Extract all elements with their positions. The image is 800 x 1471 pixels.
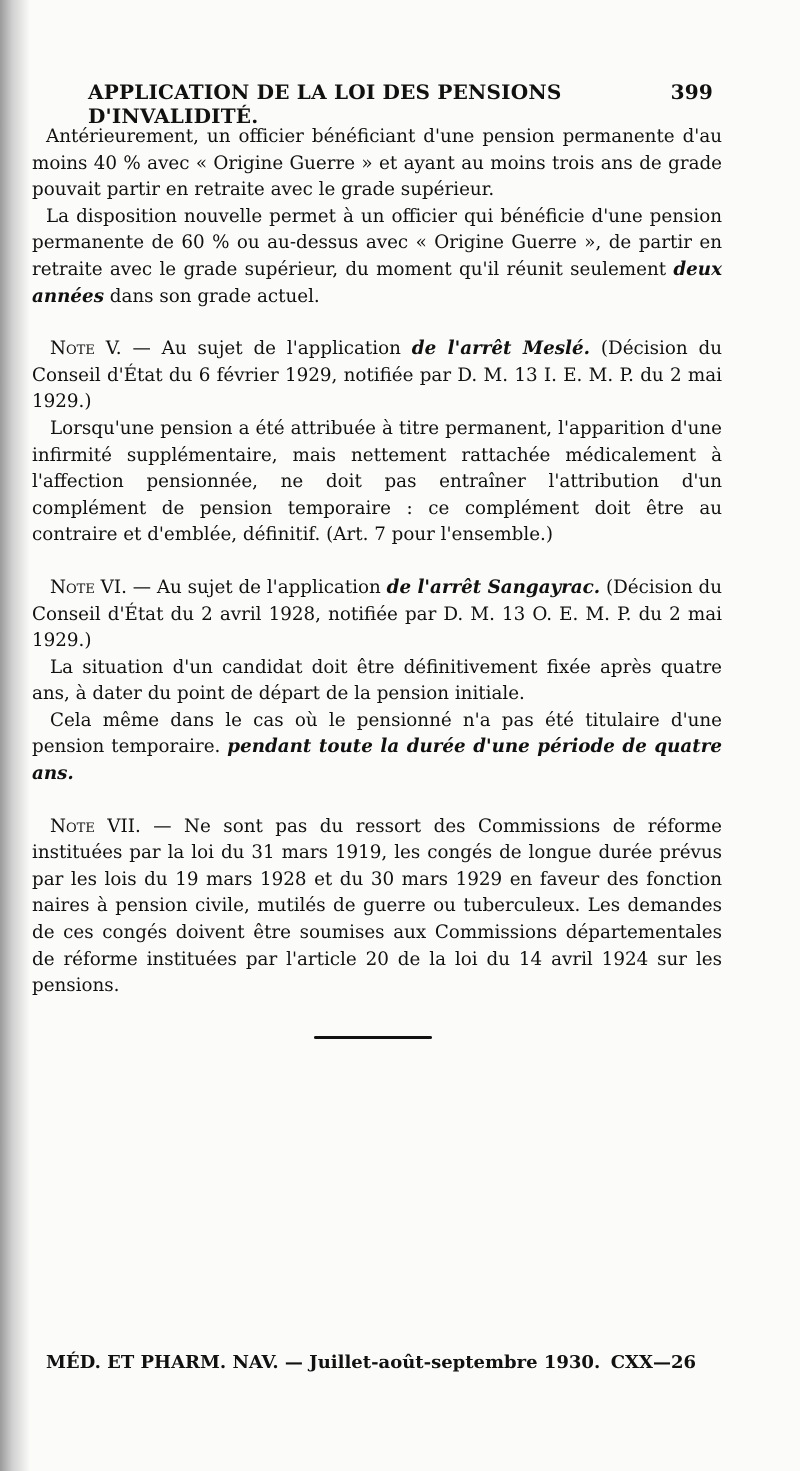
page-number: 399 bbox=[670, 80, 713, 104]
header-title: APPLICATION DE LA LOI DES PENSIONS D'INVALIDITÉ. bbox=[88, 80, 562, 128]
note-6-body-2 bbox=[32, 708, 722, 788]
note-5-heading bbox=[32, 336, 722, 416]
running-header bbox=[88, 80, 713, 128]
note-7-paragraph bbox=[32, 814, 722, 1000]
footer-journal: MÉD. ET PHARM. NAV. — Juillet-août-septembre 1930. bbox=[46, 1352, 601, 1373]
note-5-arret: de l'arrêt Meslé. bbox=[411, 338, 590, 360]
note-6-intro: — Au sujet de l'application bbox=[126, 576, 387, 598]
note-6-heading bbox=[32, 575, 722, 655]
note-7-text: — Ne sont pas du ressort des Commissions de réforme instituées par la loi du 31 mars 1919, les congés de longue durée prévus par les lois du 19 mars 1928 et du 30 mars 1929 en faveur des fonction naires à pension civile, mutilés de guerre ou tuberculeux. Les demandes de ces congés doivent être soumises aux Commissions départementales de réforme instituées par l'article 20 de la loi du 14 avril 1924 sur les pensions. bbox=[32, 815, 722, 997]
intro-paragraph-2-end: dans son grade actuel. bbox=[103, 285, 320, 307]
note-6-arret: de l'arrêt Sangayrac. bbox=[386, 576, 601, 598]
intro-paragraph-2 bbox=[32, 204, 722, 310]
footer-signature: CXX—26 bbox=[610, 1352, 696, 1373]
note-5-body: Lorsqu'une pension a été attribuée à titre permanent, l'apparition d'une infirmité supplémentaire, mais nettement rattachée médicalement à l'affection pensionnée, ne doit pas entraîner l'attribution d'un complément de pension temporaire : ce complément doit être au contraire et d'emblée, définitif. (Art. 7 pour l'ensemble.) bbox=[32, 417, 722, 546]
note-6-body-1: La situation d'un candidat doit être définitivement fixée après quatre ans, à dater du point de départ de la pension initiale. bbox=[32, 656, 722, 705]
note-6-body-2-start: Cela même dans le cas où le pensionné n'a pas été titulaire d'une pension temporaire. bbox=[32, 709, 722, 758]
note-6-body-2-emphasis: pendant toute la durée d'une période de quatre ans. bbox=[32, 736, 722, 785]
intro-paragraph-2-start: La disposition nouvelle permet à un officier qui bénéficie d'une pension permanente de 60 % ou au-dessus avec « Origine Guerre », de partir en retraite avec le grade supérieur, du moment qu'il réunit seulement bbox=[32, 205, 722, 280]
intro-paragraph-2-emphasis: deux années bbox=[32, 258, 722, 307]
page-binding-shadow bbox=[0, 0, 30, 1471]
note-6-decision: (Décision du Conseil d'État du 2 avril 1928, notifiée par D. M. 13 O. E. M. P. du 2 mai 1929.) bbox=[32, 576, 722, 652]
intro-paragraph-1: Antérieurement, un officier bénéficiant d'une pension permanente d'au moins 40 % avec « Origine Guerre » et ayant au moins trois ans de grade pouvait partir en retraite avec le grade supérieur. bbox=[32, 126, 722, 201]
note-5-label: Note V. bbox=[50, 338, 122, 360]
main-text bbox=[32, 124, 722, 1000]
note-5-decision: (Décision du Conseil d'État du 6 février 1929, notifiée par D. M. 13 I. E. M. P. du 2 mai 1929.) bbox=[32, 338, 722, 413]
note-5-intro: — Au sujet de l'application bbox=[121, 338, 412, 360]
note-6-label: Note VI. bbox=[50, 576, 127, 598]
section-divider bbox=[314, 1036, 432, 1039]
note-7-label: Note VII. bbox=[50, 815, 141, 837]
page-footer bbox=[46, 1352, 696, 1373]
